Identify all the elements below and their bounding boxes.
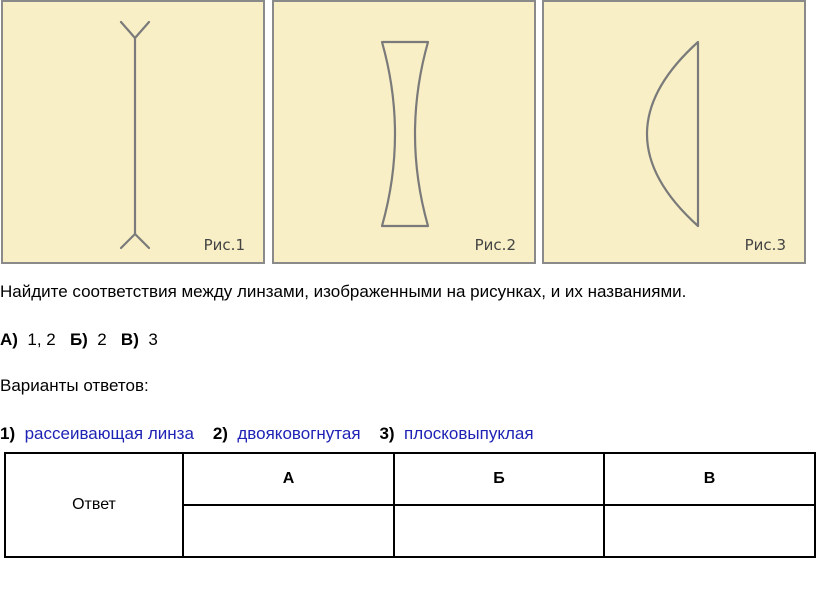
answer-line [0,330,158,350]
option-1-number: 1) [0,424,16,443]
figure-3-panel [542,0,806,264]
answer-value-b: 2 [97,330,107,349]
answer-letter-b: Б) [69,330,88,349]
options-heading: Варианты ответов: [0,376,149,395]
option-1-label: рассеивающая линза [24,424,194,443]
question-text: Найдите соответствия между линзами, изображенными на рисунках, и их названиями. [0,282,687,301]
figure-3-caption: Рис.3 [744,236,786,254]
figure-2-panel [272,0,536,264]
figure-2-caption: Рис.2 [474,236,516,254]
answer-cell-a[interactable] [183,505,394,557]
answer-letter-a: А) [0,330,18,349]
option-2-number: 2) [212,424,228,443]
options-line [0,424,534,444]
column-header-a: А [183,453,394,505]
figure-1-panel [1,0,265,264]
plano-convex-lens-drawing [544,2,804,262]
answer-row-label: Ответ [5,453,183,557]
answer-value-v: 3 [148,330,158,349]
biconcave-lens-drawing [274,2,534,262]
column-header-b: Б [394,453,604,505]
answer-table [4,452,816,558]
column-header-v: В [604,453,815,505]
figure-1-caption: Рис.1 [203,236,245,254]
answer-value-a: 1, 2 [27,330,56,349]
answer-letter-v: В) [120,330,139,349]
option-3-number: 3) [379,424,395,443]
option-2-label: двояковогнутая [237,424,361,443]
answer-cell-v[interactable] [604,505,815,557]
option-3-label: плосковыпуклая [404,424,534,443]
lens-symbol-drawing [3,2,263,262]
answer-cell-b[interactable] [394,505,604,557]
